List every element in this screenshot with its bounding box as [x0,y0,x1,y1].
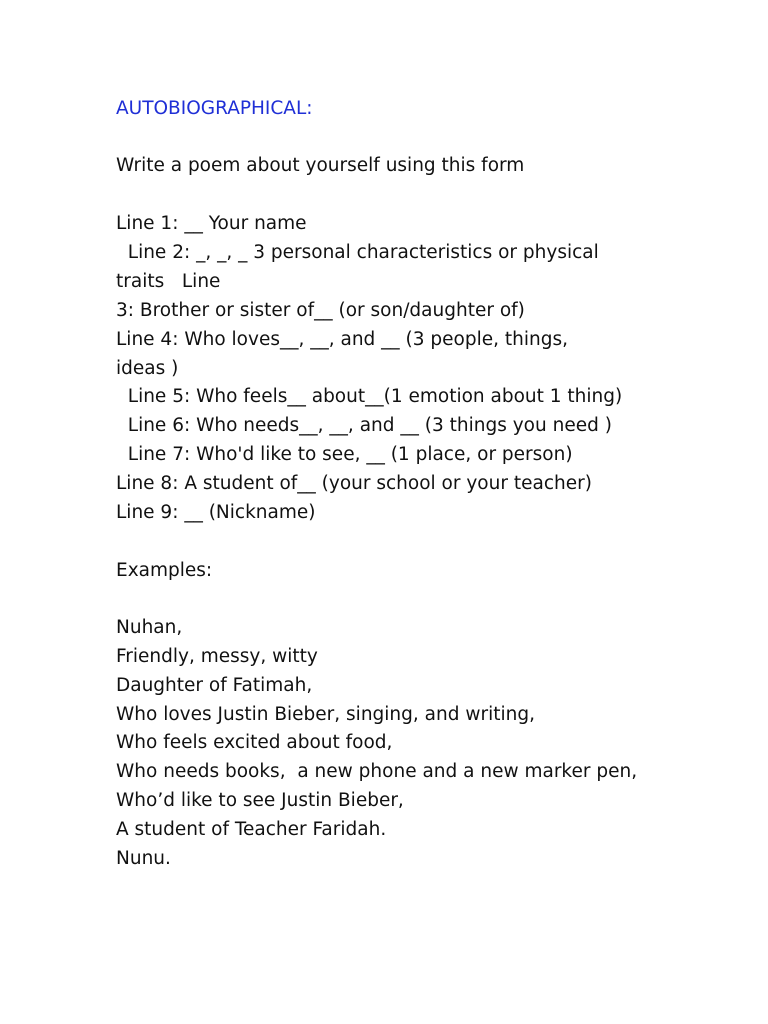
example-line: Who needs books, a new phone and a new marker pen, [116,761,638,782]
example-line: Friendly, messy, witty [116,646,318,667]
document-heading: AUTOBIOGRAPHICAL: [116,98,313,119]
example-line: Daughter of Fatimah, [116,675,313,696]
examples-label: Examples: [116,560,213,581]
form-line: Line 6: Who needs__, __, and __ (3 things you need ) [116,415,612,436]
form-line: Line 9: __ (Nickname) [116,502,316,523]
form-line: ideas ) [116,358,179,379]
form-line: Line 8: A student of__ (your school or your teacher) [116,473,592,494]
form-line: Line 4: Who loves__, __, and __ (3 people, things, [116,329,568,350]
example-line: Nunu. [116,848,171,869]
example-line: A student of Teacher Faridah. [116,819,387,840]
form-line: traits Line [116,271,221,292]
intro-text: Write a poem about yourself using this form [116,155,525,176]
example-line: Who feels excited about food, [116,732,393,753]
example-line: Nuhan, [116,617,183,638]
example-line: Who’d like to see Justin Bieber, [116,790,404,811]
form-line: Line 2: _, _, _ 3 personal characteristics or physical [116,242,599,263]
form-line: 3: Brother or sister of__ (or son/daughter of) [116,300,525,321]
form-line: Line 5: Who feels__ about__(1 emotion about 1 thing) [116,386,623,407]
form-line: Line 1: __ Your name [116,213,307,234]
form-line: Line 7: Who'd like to see, __ (1 place, or person) [116,444,573,465]
example-line: Who loves Justin Bieber, singing, and writing, [116,704,535,725]
